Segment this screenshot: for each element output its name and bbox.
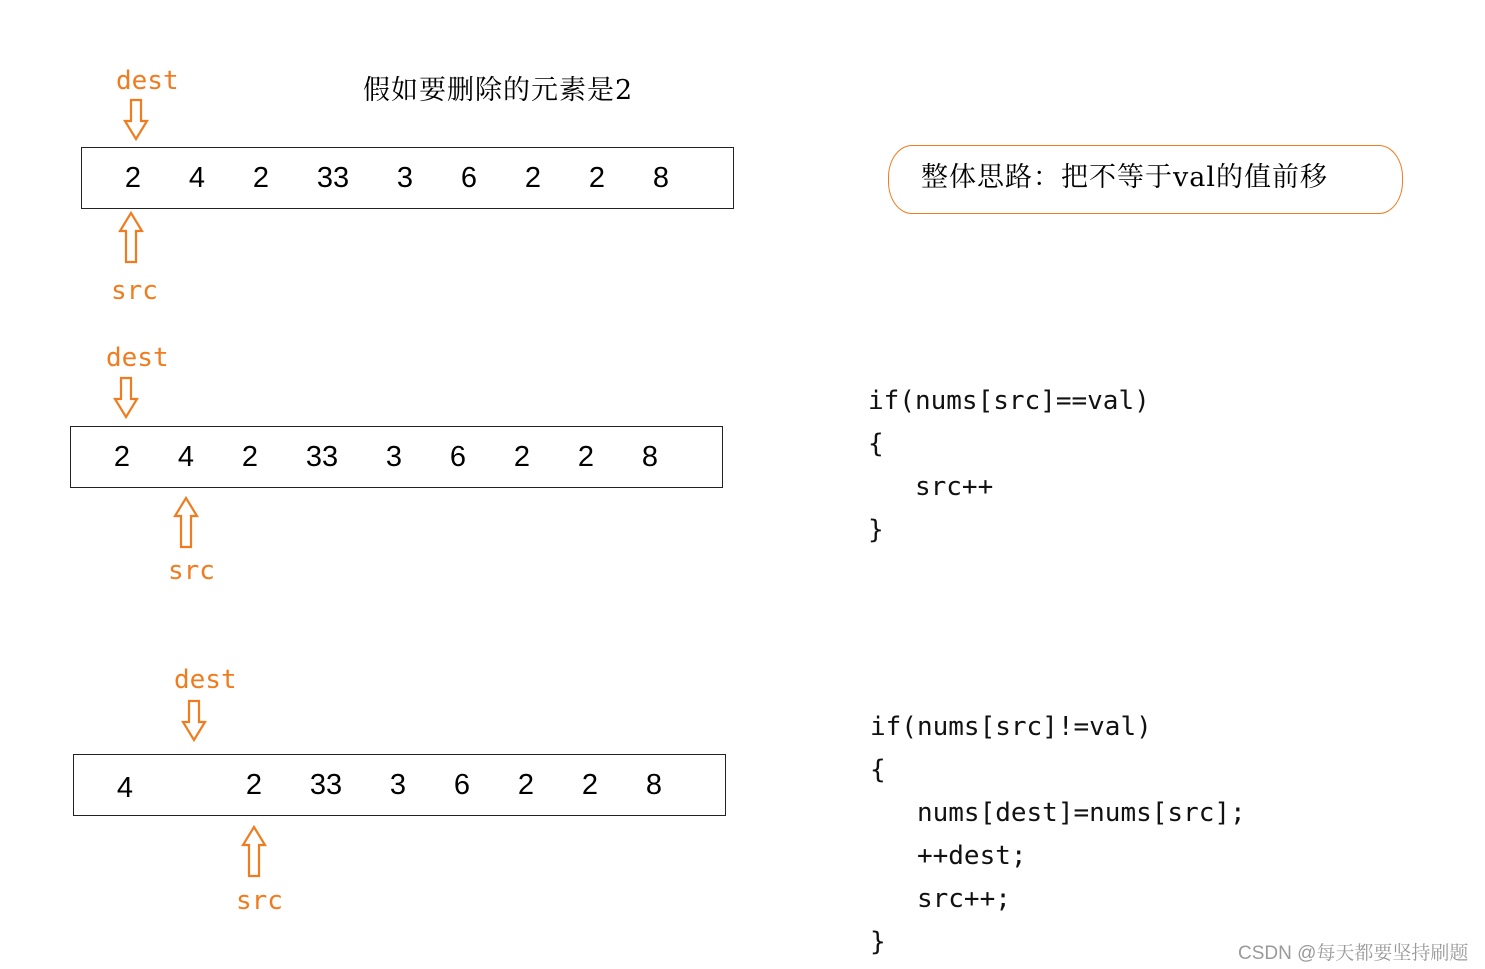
array-box-1 bbox=[81, 147, 734, 209]
code-line: ++dest; bbox=[870, 841, 1027, 871]
array-cell: 8 bbox=[652, 162, 670, 194]
code-line: if(nums[src]==val) bbox=[868, 386, 1150, 416]
array-cell: 2 bbox=[524, 162, 542, 194]
up-arrow-icon bbox=[174, 497, 198, 549]
code-line: src++; bbox=[870, 884, 1011, 914]
array-cell: 6 bbox=[449, 441, 467, 473]
code-block-1 bbox=[868, 385, 1150, 557]
page-title: 假如要删除的元素是2 bbox=[363, 75, 634, 106]
array-cell: 8 bbox=[645, 769, 663, 801]
array-cell: 3 bbox=[385, 441, 403, 473]
array-cell: 2 bbox=[588, 162, 606, 194]
array-cell: 8 bbox=[641, 441, 659, 473]
array-cell: 33 bbox=[316, 162, 350, 194]
code-line: nums[dest]=nums[src]; bbox=[870, 798, 1246, 828]
array-cell: 2 bbox=[245, 769, 263, 801]
note-box bbox=[888, 145, 1403, 214]
array-cell: 2 bbox=[124, 162, 142, 194]
down-arrow-icon bbox=[182, 700, 206, 742]
dest-label-2: dest bbox=[106, 343, 169, 373]
src-label-1: src bbox=[111, 276, 158, 306]
code-block-2 bbox=[870, 711, 1246, 969]
array-cell: 2 bbox=[581, 769, 599, 801]
array-cell: 3 bbox=[389, 769, 407, 801]
array-cell: 6 bbox=[453, 769, 471, 801]
array-cell: 2 bbox=[113, 441, 131, 473]
array-cell: 4 bbox=[188, 162, 206, 194]
down-arrow-icon bbox=[114, 377, 138, 419]
up-arrow-icon bbox=[119, 212, 143, 264]
code-line: { bbox=[868, 429, 884, 459]
array-cell: 2 bbox=[252, 162, 270, 194]
array-box-2 bbox=[70, 426, 723, 488]
array-cell: 4 bbox=[177, 441, 195, 473]
code-line: if(nums[src]!=val) bbox=[870, 712, 1152, 742]
array-cell: 4 bbox=[116, 772, 134, 804]
array-cell: 33 bbox=[309, 769, 343, 801]
code-line: src++ bbox=[868, 472, 994, 502]
array-cell: 2 bbox=[577, 441, 595, 473]
array-cell: 33 bbox=[305, 441, 339, 473]
array-cell: 2 bbox=[513, 441, 531, 473]
code-line: } bbox=[868, 515, 884, 545]
watermark: CSDN @每天都要坚持刷题 bbox=[1238, 943, 1469, 964]
dest-label-3: dest bbox=[174, 665, 237, 695]
array-cell: 2 bbox=[517, 769, 535, 801]
dest-label-1: dest bbox=[116, 66, 179, 96]
src-label-3: src bbox=[236, 886, 283, 916]
code-line: } bbox=[870, 927, 886, 957]
down-arrow-icon bbox=[124, 99, 148, 141]
array-box-3 bbox=[73, 754, 726, 816]
note-text: 整体思路：把不等于val的值前移 bbox=[921, 162, 1328, 193]
code-line: { bbox=[870, 755, 886, 785]
array-cell: 6 bbox=[460, 162, 478, 194]
up-arrow-icon bbox=[242, 826, 266, 878]
array-cell: 2 bbox=[241, 441, 259, 473]
src-label-2: src bbox=[168, 556, 215, 586]
array-cell: 3 bbox=[396, 162, 414, 194]
